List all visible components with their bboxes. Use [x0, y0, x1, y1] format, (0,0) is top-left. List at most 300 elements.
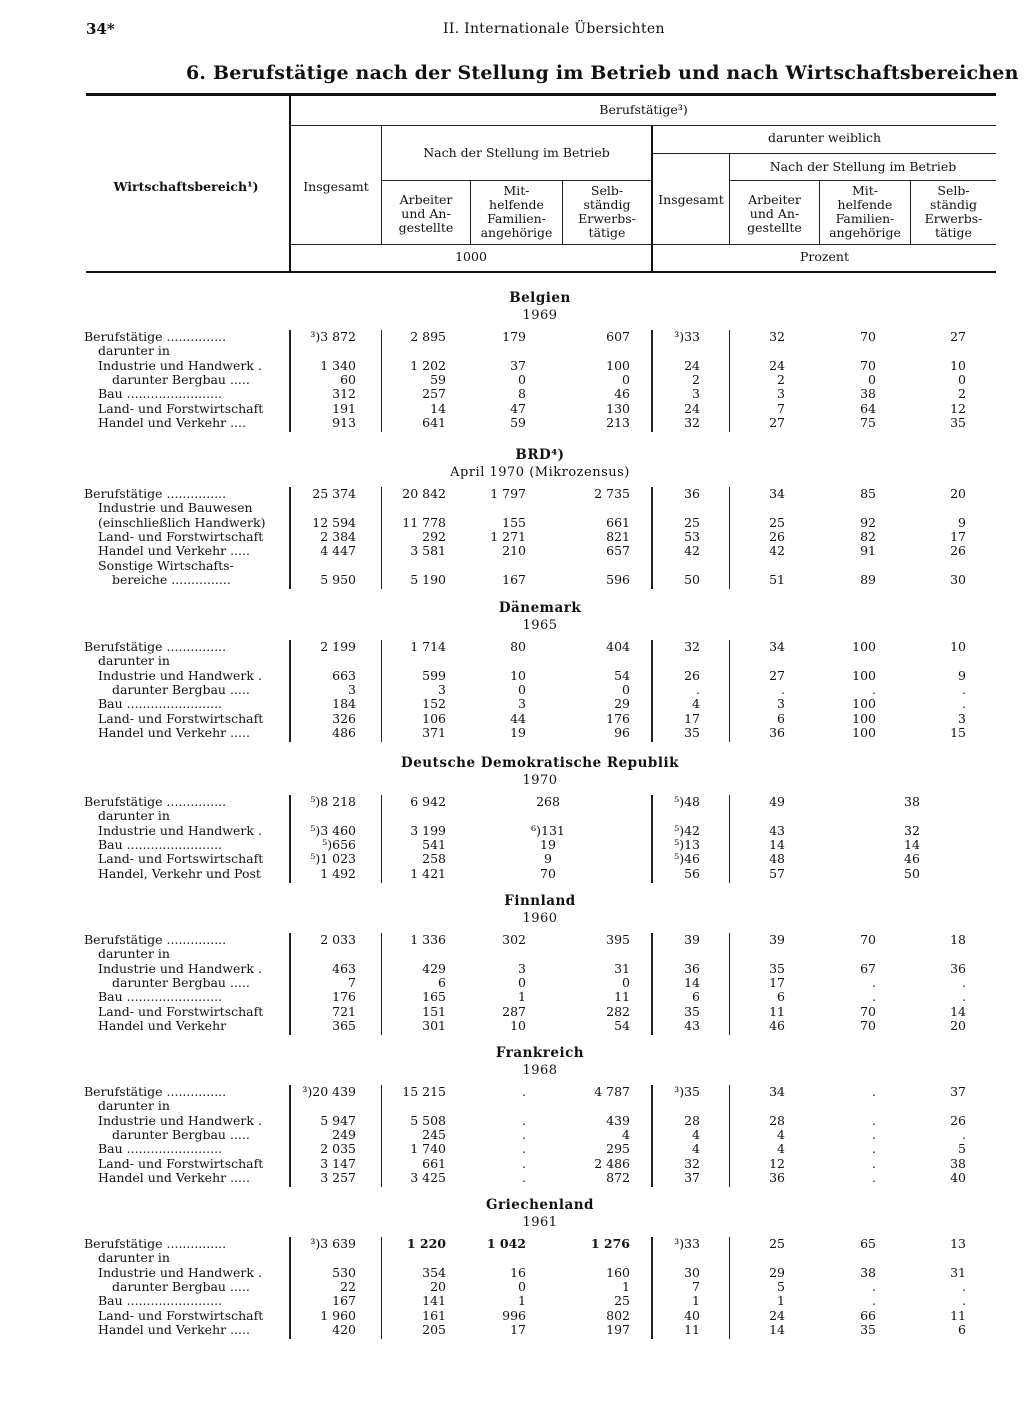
table-cell: 1	[518, 989, 526, 1005]
table-cell: 1 421	[410, 865, 446, 881]
table-cell: 2 035	[320, 1141, 356, 1157]
table-cell: 0	[518, 371, 526, 387]
header-bottom-rule	[86, 271, 996, 273]
table-cell: .	[962, 1293, 966, 1309]
table-cell: 20	[950, 1017, 966, 1033]
table-cell: .	[872, 1141, 876, 1157]
table-cell: 46	[769, 1017, 785, 1033]
table-cell: 205	[422, 1321, 446, 1337]
table-cell: 43	[684, 1017, 700, 1033]
table-cell: 301	[422, 1017, 446, 1033]
table-cell: 1 492	[320, 865, 356, 881]
table-cell: 607	[606, 329, 630, 344]
table-cell: 14	[950, 1003, 966, 1019]
table-cell: 3	[777, 696, 785, 712]
table-cell: 26	[950, 1112, 966, 1128]
header-mithelfende2-line: Mit-	[851, 183, 879, 198]
row-label: Berufstätige ...............	[84, 1085, 227, 1099]
table-cell: 24	[684, 400, 700, 416]
table-cell: 5 190	[410, 571, 446, 587]
header-unit-percent: Prozent	[800, 249, 849, 264]
header-mithelfende-line: Familien-	[487, 211, 546, 226]
table-cell: 4	[777, 1141, 785, 1157]
table-cell: 3	[518, 960, 526, 976]
table-cell: .	[872, 1084, 876, 1099]
header-darunter-weiblich: darunter weiblich	[767, 130, 882, 145]
table-cell: 176	[332, 989, 356, 1005]
table-cell: ⁵)48	[674, 794, 700, 809]
table-cell: 3	[348, 681, 356, 697]
country-heading: Finnland	[504, 893, 576, 909]
table-cell: 14	[430, 400, 446, 416]
table-cell: 40	[950, 1169, 966, 1185]
table-cell: 354	[422, 1264, 446, 1280]
table-cell: 312	[332, 386, 356, 402]
table-cell: 48	[769, 851, 785, 867]
table-cell: 302	[502, 932, 526, 947]
table-cell: 70	[860, 1017, 876, 1033]
row-label: darunter in	[98, 809, 170, 824]
table-cell: 4	[692, 1126, 700, 1142]
header-insgesamt: Insgesamt	[303, 179, 369, 194]
table-cell: 34	[769, 486, 785, 501]
table-cell: 32	[904, 822, 920, 838]
table-cell: 2	[692, 371, 700, 387]
table-cell: 2 895	[410, 329, 446, 344]
table-cell: 70	[860, 932, 876, 947]
table-cell: 4 787	[594, 1084, 630, 1099]
table-cell: 3	[518, 696, 526, 712]
table-cell: 596	[606, 571, 630, 587]
table-cell: 1	[622, 1278, 630, 1294]
header-selbst2-line: tätige	[935, 225, 972, 240]
table-cell: 2	[777, 371, 785, 387]
table-cell: 3 147	[320, 1155, 356, 1171]
table-cell: 31	[950, 1264, 966, 1280]
table-cell: 1 340	[320, 357, 356, 373]
table-cell: .	[872, 1293, 876, 1309]
table-cell: 10	[510, 1017, 526, 1033]
table-cell: 130	[606, 400, 630, 416]
row-label: Land- und Forstwirtschaft	[98, 401, 264, 416]
table-cell: 36	[684, 960, 700, 976]
header-selbststaendig	[563, 184, 651, 240]
table-cell: 429	[422, 960, 446, 976]
header-nach-stellung: Nach der Stellung im Betrieb	[423, 145, 610, 160]
table-cell: 268	[536, 794, 560, 809]
row-label: darunter in	[98, 1251, 170, 1266]
table-cell: 27	[769, 667, 785, 683]
year-heading: April 1970 (Mikrozensus)	[450, 465, 630, 480]
table-cell: 70	[860, 357, 876, 373]
table-cell: 404	[606, 639, 630, 654]
header-mithelfende	[471, 184, 562, 240]
row-label: Handel und Verkehr .....	[98, 725, 250, 740]
table-cell: 14	[769, 836, 785, 852]
row-label: Industrie und Handwerk .	[98, 1113, 262, 1128]
year-heading: 1969	[522, 308, 558, 323]
table-cell: 11	[769, 1003, 785, 1019]
table-cell: 2 199	[320, 639, 356, 654]
table-cell: .	[522, 1169, 526, 1185]
row-label: Berufstätige ...............	[84, 1237, 227, 1251]
row-label: darunter Bergbau .....	[112, 1279, 250, 1294]
table-cell: 100	[852, 639, 876, 654]
table-cell: 47	[510, 400, 526, 416]
header-arbeiter-line: Arbeiter	[399, 192, 453, 207]
row-label: Bau ........................	[98, 990, 223, 1005]
table-cell: 27	[950, 329, 966, 344]
table-cell: 14	[684, 974, 700, 990]
year-heading: 1968	[522, 1063, 558, 1078]
table-cell: .	[522, 1126, 526, 1142]
table-cell: 287	[502, 1003, 526, 1019]
table-cell: 39	[769, 932, 785, 947]
table-cell: 26	[950, 543, 966, 559]
table-cell: 14	[769, 1321, 785, 1337]
table-cell: 43	[769, 822, 785, 838]
table-cell: 9	[958, 667, 966, 683]
row-label: darunter Bergbau .....	[112, 682, 250, 697]
table-cell: 1 220	[406, 1236, 446, 1251]
table-cell: 3	[958, 710, 966, 726]
table-cell: ⁵)1 023	[310, 851, 356, 867]
row-label: Industrie und Bauwesen	[98, 501, 253, 516]
row-label: Berufstätige ...............	[84, 330, 227, 344]
header-selbst-line: Erwerbs-	[578, 211, 636, 226]
table-cell: 2 384	[320, 528, 356, 544]
table-cell: 85	[860, 486, 876, 501]
table-cell: 141	[422, 1293, 446, 1309]
header-line-weiblich	[653, 153, 996, 154]
table-cell: 54	[614, 667, 630, 683]
row-label: Land- und Forstwirtschaft	[98, 1004, 264, 1019]
table-cell: 1 202	[410, 357, 446, 373]
table-cell: 0	[622, 974, 630, 990]
table-cell: .	[522, 1084, 526, 1099]
table-cell: 599	[422, 667, 446, 683]
header-arbeiter2-line: Arbeiter	[748, 192, 801, 207]
row-label: Land- und Forstwirtschaft	[98, 1156, 264, 1171]
row-label: Industrie und Handwerk .	[98, 961, 262, 976]
row-label: darunter in	[98, 947, 170, 962]
table-cell: 38	[904, 794, 920, 809]
table-cell: 20	[430, 1278, 446, 1294]
table-cell: 3 581	[410, 543, 446, 559]
table-cell: .	[872, 681, 876, 697]
header-line-stellung	[382, 180, 651, 181]
table-cell: 15	[950, 724, 966, 740]
row-label: Berufstätige ...............	[84, 640, 227, 654]
row-label: bereiche ...............	[112, 572, 231, 587]
table-cell: 641	[422, 414, 446, 430]
table-cell: .	[781, 681, 785, 697]
header-line-stellung2	[730, 180, 996, 181]
table-cell: ⁵)8 218	[310, 794, 356, 809]
table-cell: 2 033	[320, 932, 356, 947]
country-heading: Griechenland	[486, 1197, 594, 1213]
table-cell: 28	[684, 1112, 700, 1128]
table-cell: 0	[518, 1278, 526, 1294]
table-cell: .	[522, 1155, 526, 1171]
table-cell: 66	[860, 1307, 876, 1323]
header-arbeiter2-line: und An-	[749, 206, 800, 221]
table-cell: 49	[769, 794, 785, 809]
table-cell: 541	[422, 836, 446, 852]
table-cell: .	[522, 1141, 526, 1157]
row-label: Berufstätige ...............	[84, 487, 227, 501]
table-cell: 35	[860, 1321, 876, 1337]
table-cell: 60	[340, 371, 356, 387]
table-cell: 82	[860, 528, 876, 544]
table-cell: 661	[422, 1155, 446, 1171]
table-cell: 5 508	[410, 1112, 446, 1128]
table-cell: 161	[422, 1307, 446, 1323]
header-line-units	[291, 244, 996, 245]
header-mithelfende2-line: Familien-	[835, 211, 895, 226]
table-cell: 19	[540, 836, 556, 852]
table-cell: 20	[950, 486, 966, 501]
table-cell: .	[872, 974, 876, 990]
table-cell: 821	[606, 528, 630, 544]
table-cell: 39	[684, 932, 700, 947]
table-cell: 179	[502, 329, 526, 344]
row-label: Handel und Verkehr .....	[98, 1170, 250, 1185]
table-cell: 24	[769, 1307, 785, 1323]
table-cell: 67	[860, 960, 876, 976]
table-cell: 530	[332, 1264, 356, 1280]
table-cell: 37	[510, 357, 526, 373]
header-mithelfende-weiblich	[820, 184, 910, 240]
row-label: darunter in	[98, 344, 170, 359]
table-cell: 17	[950, 528, 966, 544]
table-cell: 802	[606, 1307, 630, 1323]
table-cell: 872	[606, 1169, 630, 1185]
country-heading: BRD⁴)	[515, 447, 565, 463]
table-cell: 9	[544, 851, 552, 867]
table-cell: 1 042	[486, 1236, 526, 1251]
table-cell: 25	[614, 1293, 630, 1309]
row-label: Bau ........................	[98, 837, 223, 852]
table-cell: 65	[860, 1236, 876, 1251]
table-cell: 75	[860, 414, 876, 430]
table-cell: .	[872, 1126, 876, 1142]
table-cell: 249	[332, 1126, 356, 1142]
table-cell: 96	[614, 724, 630, 740]
table-cell: 100	[852, 724, 876, 740]
table-cell: 11	[684, 1321, 700, 1337]
year-heading: 1970	[522, 773, 558, 788]
table-cell: 46	[904, 851, 920, 867]
table-cell: 176	[606, 710, 630, 726]
row-label: Land- und Forstwirtschaft	[98, 711, 264, 726]
table-cell: 6	[692, 989, 700, 1005]
table-cell: 11	[614, 989, 630, 1005]
table-cell: 165	[422, 989, 446, 1005]
row-label: darunter in	[98, 654, 170, 669]
table-cell: 32	[684, 1155, 700, 1171]
header-nach-stellung-weiblich: Nach der Stellung im Betrieb	[769, 159, 957, 174]
table-cell: .	[872, 1112, 876, 1128]
table-cell: 1	[777, 1293, 785, 1309]
row-label: Bau ........................	[98, 1142, 223, 1157]
table-cell: 258	[422, 851, 446, 867]
table-cell: 11 778	[402, 514, 446, 530]
table-cell: 7	[348, 974, 356, 990]
table-cell: 35	[684, 1003, 700, 1019]
table-cell: 32	[769, 329, 785, 344]
table-cell: ³)33	[674, 329, 700, 344]
table-cell: 913	[332, 414, 356, 430]
top-rule	[86, 93, 996, 96]
header-insgesamt-weiblich: Insgesamt	[658, 192, 724, 207]
table-cell: 282	[606, 1003, 630, 1019]
table-cell: 3 199	[410, 822, 446, 838]
country-heading: Belgien	[509, 290, 571, 306]
header-selbst-line: Selb-	[590, 183, 624, 198]
page-number: 34*	[86, 20, 115, 38]
table-cell: 11	[950, 1307, 966, 1323]
table-cell: 29	[614, 696, 630, 712]
table-cell: 197	[606, 1321, 630, 1337]
table-cell: 18	[950, 932, 966, 947]
table-cell: 7	[777, 400, 785, 416]
table-cell: 420	[332, 1321, 356, 1337]
table-cell: 5 947	[320, 1112, 356, 1128]
table-cell: ⁵)656	[322, 836, 356, 852]
table-cell: 17	[510, 1321, 526, 1337]
table-cell: ³)3 872	[310, 329, 356, 344]
table-cell: 38	[950, 1155, 966, 1171]
table-cell: 0	[868, 371, 876, 387]
table-cell: 100	[852, 667, 876, 683]
header-selbst2-line: Erwerbs-	[924, 211, 983, 226]
header-mithelfende-line: angehörige	[480, 225, 553, 240]
table-cell: 57	[769, 865, 785, 881]
table-cell: 20 842	[402, 486, 446, 501]
table-cell: 3 425	[410, 1169, 446, 1185]
table-cell: 4	[777, 1126, 785, 1142]
table-cell: 0	[518, 681, 526, 697]
year-heading: 1965	[522, 618, 558, 633]
table-cell: 1 740	[410, 1141, 446, 1157]
table-cell: 167	[502, 571, 526, 587]
table-cell: 30	[684, 1264, 700, 1280]
table-cell: 6	[958, 1321, 966, 1337]
table-cell: 6	[777, 989, 785, 1005]
table-cell: ⁵)46	[674, 851, 700, 867]
header-arbeiter-weiblich	[730, 193, 819, 235]
table-cell: .	[872, 1155, 876, 1171]
table-cell: 213	[606, 414, 630, 430]
table-cell: 295	[606, 1141, 630, 1157]
country-heading: Dänemark	[498, 600, 582, 616]
table-cell: 2 735	[594, 486, 630, 501]
table-cell: 1 336	[410, 932, 446, 947]
row-label: Land- und Fortswirtschaft	[98, 852, 264, 867]
table-cell: 51	[769, 571, 785, 587]
header-mithelfende-line: Mit-	[503, 183, 530, 198]
row-label: Handel und Verkehr .....	[98, 1322, 250, 1337]
table-cell: 1 271	[490, 528, 526, 544]
table-cell: 27	[769, 414, 785, 430]
table-cell: 292	[422, 528, 446, 544]
table-cell: ³)35	[674, 1084, 700, 1099]
table-cell: ³)33	[674, 1236, 700, 1251]
row-label: Industrie und Handwerk .	[98, 1265, 262, 1280]
table-cell: 6	[777, 710, 785, 726]
table-cell: 37	[684, 1169, 700, 1185]
header-mithelfende2-line: angehörige	[829, 225, 901, 240]
table-cell: 25	[684, 514, 700, 530]
table-cell: 36	[769, 724, 785, 740]
table-cell: 1	[518, 1293, 526, 1309]
header-berufstaetige: Berufstätige³)	[599, 102, 688, 117]
table-cell: 4	[692, 1141, 700, 1157]
table-cell: 38	[860, 386, 876, 402]
header-selbst-line: tätige	[588, 225, 626, 240]
header-mithelfende-line: helfende	[489, 197, 544, 212]
row-label: Sonstige Wirtschafts-	[98, 558, 234, 573]
year-heading: 1961	[522, 1215, 558, 1230]
table-cell: 657	[606, 543, 630, 559]
running-header: II. Internationale Übersichten	[443, 21, 665, 37]
table-cell: .	[962, 696, 966, 712]
table-cell: 59	[430, 371, 446, 387]
table-cell: 70	[540, 865, 556, 881]
table-cell: 17	[769, 974, 785, 990]
table-cell: 54	[614, 1017, 630, 1033]
table-cell: 44	[510, 710, 526, 726]
year-heading: 1960	[522, 911, 558, 926]
table-cell: 25 374	[312, 486, 356, 501]
header-selbststaendig-weiblich	[911, 184, 996, 240]
table-cell: 12 594	[312, 514, 356, 530]
table-cell: 996	[502, 1307, 526, 1323]
header-selbst-line: ständig	[583, 197, 631, 212]
table-cell: 42	[684, 543, 700, 559]
row-label: Industrie und Handwerk .	[98, 823, 262, 838]
table-cell: 37	[950, 1084, 966, 1099]
table-cell: 31	[614, 960, 630, 976]
country-heading: Deutsche Demokratische Republik	[401, 755, 679, 771]
table-title: 6. Berufstätige nach der Stellung im Betrieb und nach Wirtschaftsbereichen	[186, 62, 1019, 84]
table-cell: 6	[438, 974, 446, 990]
table-cell: 92	[860, 514, 876, 530]
table-cell: 42	[769, 543, 785, 559]
header-mithelfende2-line: helfende	[837, 197, 893, 212]
table-cell: 2 486	[594, 1155, 630, 1171]
table-cell: 106	[422, 710, 446, 726]
table-cell: 35	[684, 724, 700, 740]
table-cell: 17	[684, 710, 700, 726]
table-cell: ³)20 439	[302, 1084, 356, 1099]
table-cell: 486	[332, 724, 356, 740]
table-cell: 36	[684, 486, 700, 501]
table-cell: 10	[950, 357, 966, 373]
row-label: Bau ........................	[98, 1294, 223, 1309]
table-cell: 100	[852, 696, 876, 712]
table-cell: .	[872, 1169, 876, 1185]
table-cell: .	[872, 1278, 876, 1294]
row-label: Bau ........................	[98, 387, 223, 402]
table-cell: 32	[684, 639, 700, 654]
table-cell: 64	[860, 400, 876, 416]
table-cell: 4	[622, 1126, 630, 1142]
table-cell: 0	[958, 371, 966, 387]
table-cell: 80	[510, 639, 526, 654]
table-cell: 28	[769, 1112, 785, 1128]
